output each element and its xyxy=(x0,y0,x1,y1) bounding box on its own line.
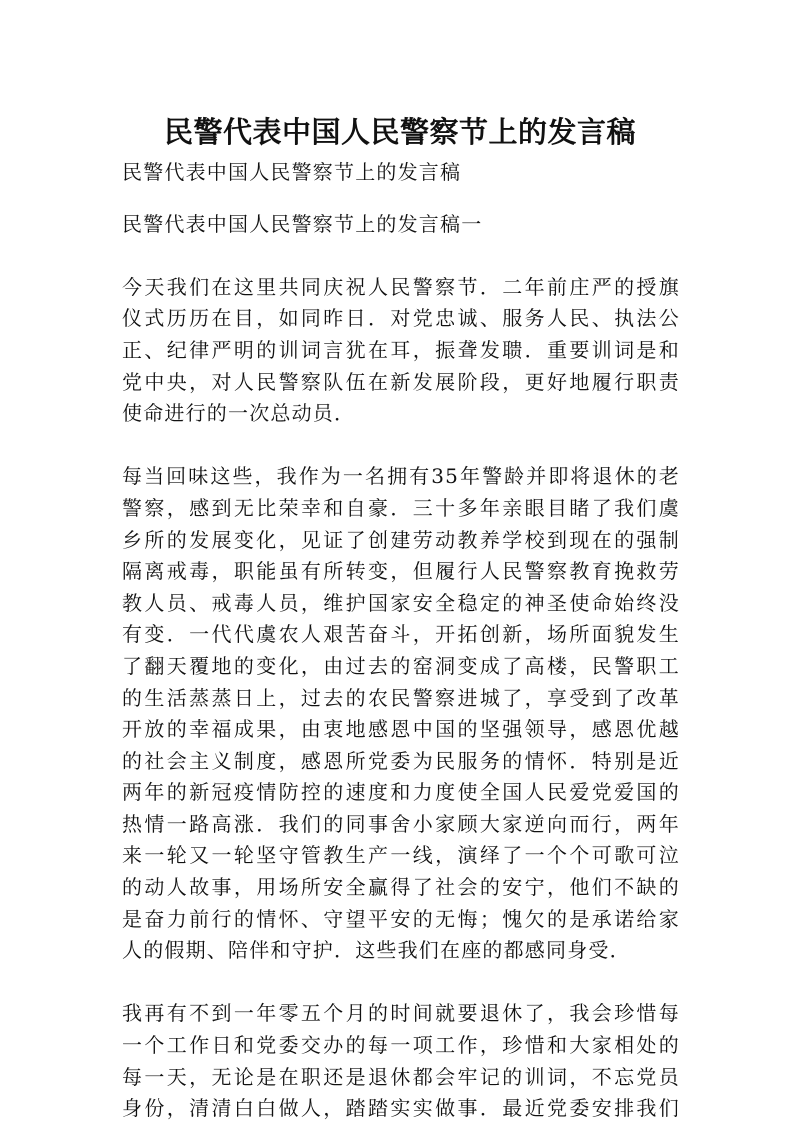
paragraph-line: 乡所的发展变化，见证了创建劳动教养学校到现在的强制 xyxy=(122,527,680,552)
paragraph-line: 身份，清清白白做人，踏踏实实做事．最近党委安排我们 xyxy=(122,1096,680,1121)
paragraph-line: 是奋力前行的情怀、守望平安的无悔；愧欠的是承诺给家 xyxy=(122,906,680,931)
section-heading: 民警代表中国人民警察节上的发言稿一 xyxy=(122,211,483,236)
paragraph-line: 来一轮又一轮坚守管教生产一线，演绎了一个个可歌可泣 xyxy=(122,843,680,868)
document-title: 民警代表中国人民警察节上的发言稿 xyxy=(163,115,636,149)
paragraph-line: 每一天，无论是在职还是退休都会牢记的训词，不忘党员 xyxy=(122,1064,680,1089)
document-subtitle: 民警代表中国人民警察节上的发言稿 xyxy=(122,160,462,184)
spacer xyxy=(122,430,680,462)
paragraph-1 xyxy=(122,272,680,430)
paragraph-line: 的社会主义制度，感恩所党委为民服务的情怀．特别是近 xyxy=(122,748,680,773)
paragraph-line: 每当回味这些，我作为一名拥有35年警龄并即将退休的老 xyxy=(122,464,680,489)
paragraph-line: 人的假期、陪伴和守护．这些我们在座的都感同身受． xyxy=(122,938,631,963)
paragraph-line: 我再有不到一年零五个月的时间就要退休了，我会珍惜每 xyxy=(122,1001,680,1026)
paragraph-line: 一个工作日和党委交办的每一项工作，珍惜和大家相处的 xyxy=(122,1033,680,1058)
paragraph-line: 党中央，对人民警察队伍在新发展阶段，更好地履行职责 xyxy=(122,369,680,394)
paragraph-line: 教人员、戒毒人员，维护国家安全稳定的神圣使命始终没 xyxy=(122,590,680,615)
paragraph-line: 警察，感到无比荣幸和自豪．三十多年亲眼目睹了我们虞 xyxy=(122,495,680,520)
paragraph-line: 的动人故事，用场所安全赢得了社会的安宁，他们不缺的 xyxy=(122,875,680,900)
paragraph-line: 隔离戒毒，职能虽有所转变，但履行人民警察教育挽救劳 xyxy=(122,559,680,584)
spacer xyxy=(122,240,680,272)
paragraph-line: 正、纪律严明的训词言犹在耳，振聋发聩．重要训词是和 xyxy=(122,337,680,362)
paragraph-line: 仪式历历在目，如同昨日．对党忠诚、服务人民、执法公 xyxy=(122,306,680,331)
paragraph-line: 今天我们在这里共同庆祝人民警察节．二年前庄严的授旗 xyxy=(122,274,680,299)
paragraph-3 xyxy=(122,998,680,1124)
spacer xyxy=(122,967,680,999)
paragraph-line: 热情一路高涨．我们的同事舍小家顾大家逆向而行，两年 xyxy=(122,811,680,836)
paragraph-line: 有变．一代代虞农人艰苦奋斗，开拓创新，场所面貌发生 xyxy=(122,622,680,647)
paragraph-line: 使命进行的一次总动员． xyxy=(122,401,356,426)
paragraph-line: 开放的幸福成果，由衷地感恩中国的坚强领导，感恩优越 xyxy=(122,717,680,742)
paragraph-line: 了翻天覆地的变化，由过去的窑洞变成了高楼，民警职工 xyxy=(122,653,680,678)
paragraph-line: 的生活蒸蒸日上，过去的农民警察进城了，享受到了改革 xyxy=(122,685,680,710)
spacer xyxy=(122,189,680,209)
paragraph-2 xyxy=(122,461,680,967)
document-body xyxy=(122,157,680,1125)
paragraph-line: 两年的新冠疫情防控的速度和力度使全国人民爱党爱国的 xyxy=(122,780,680,805)
